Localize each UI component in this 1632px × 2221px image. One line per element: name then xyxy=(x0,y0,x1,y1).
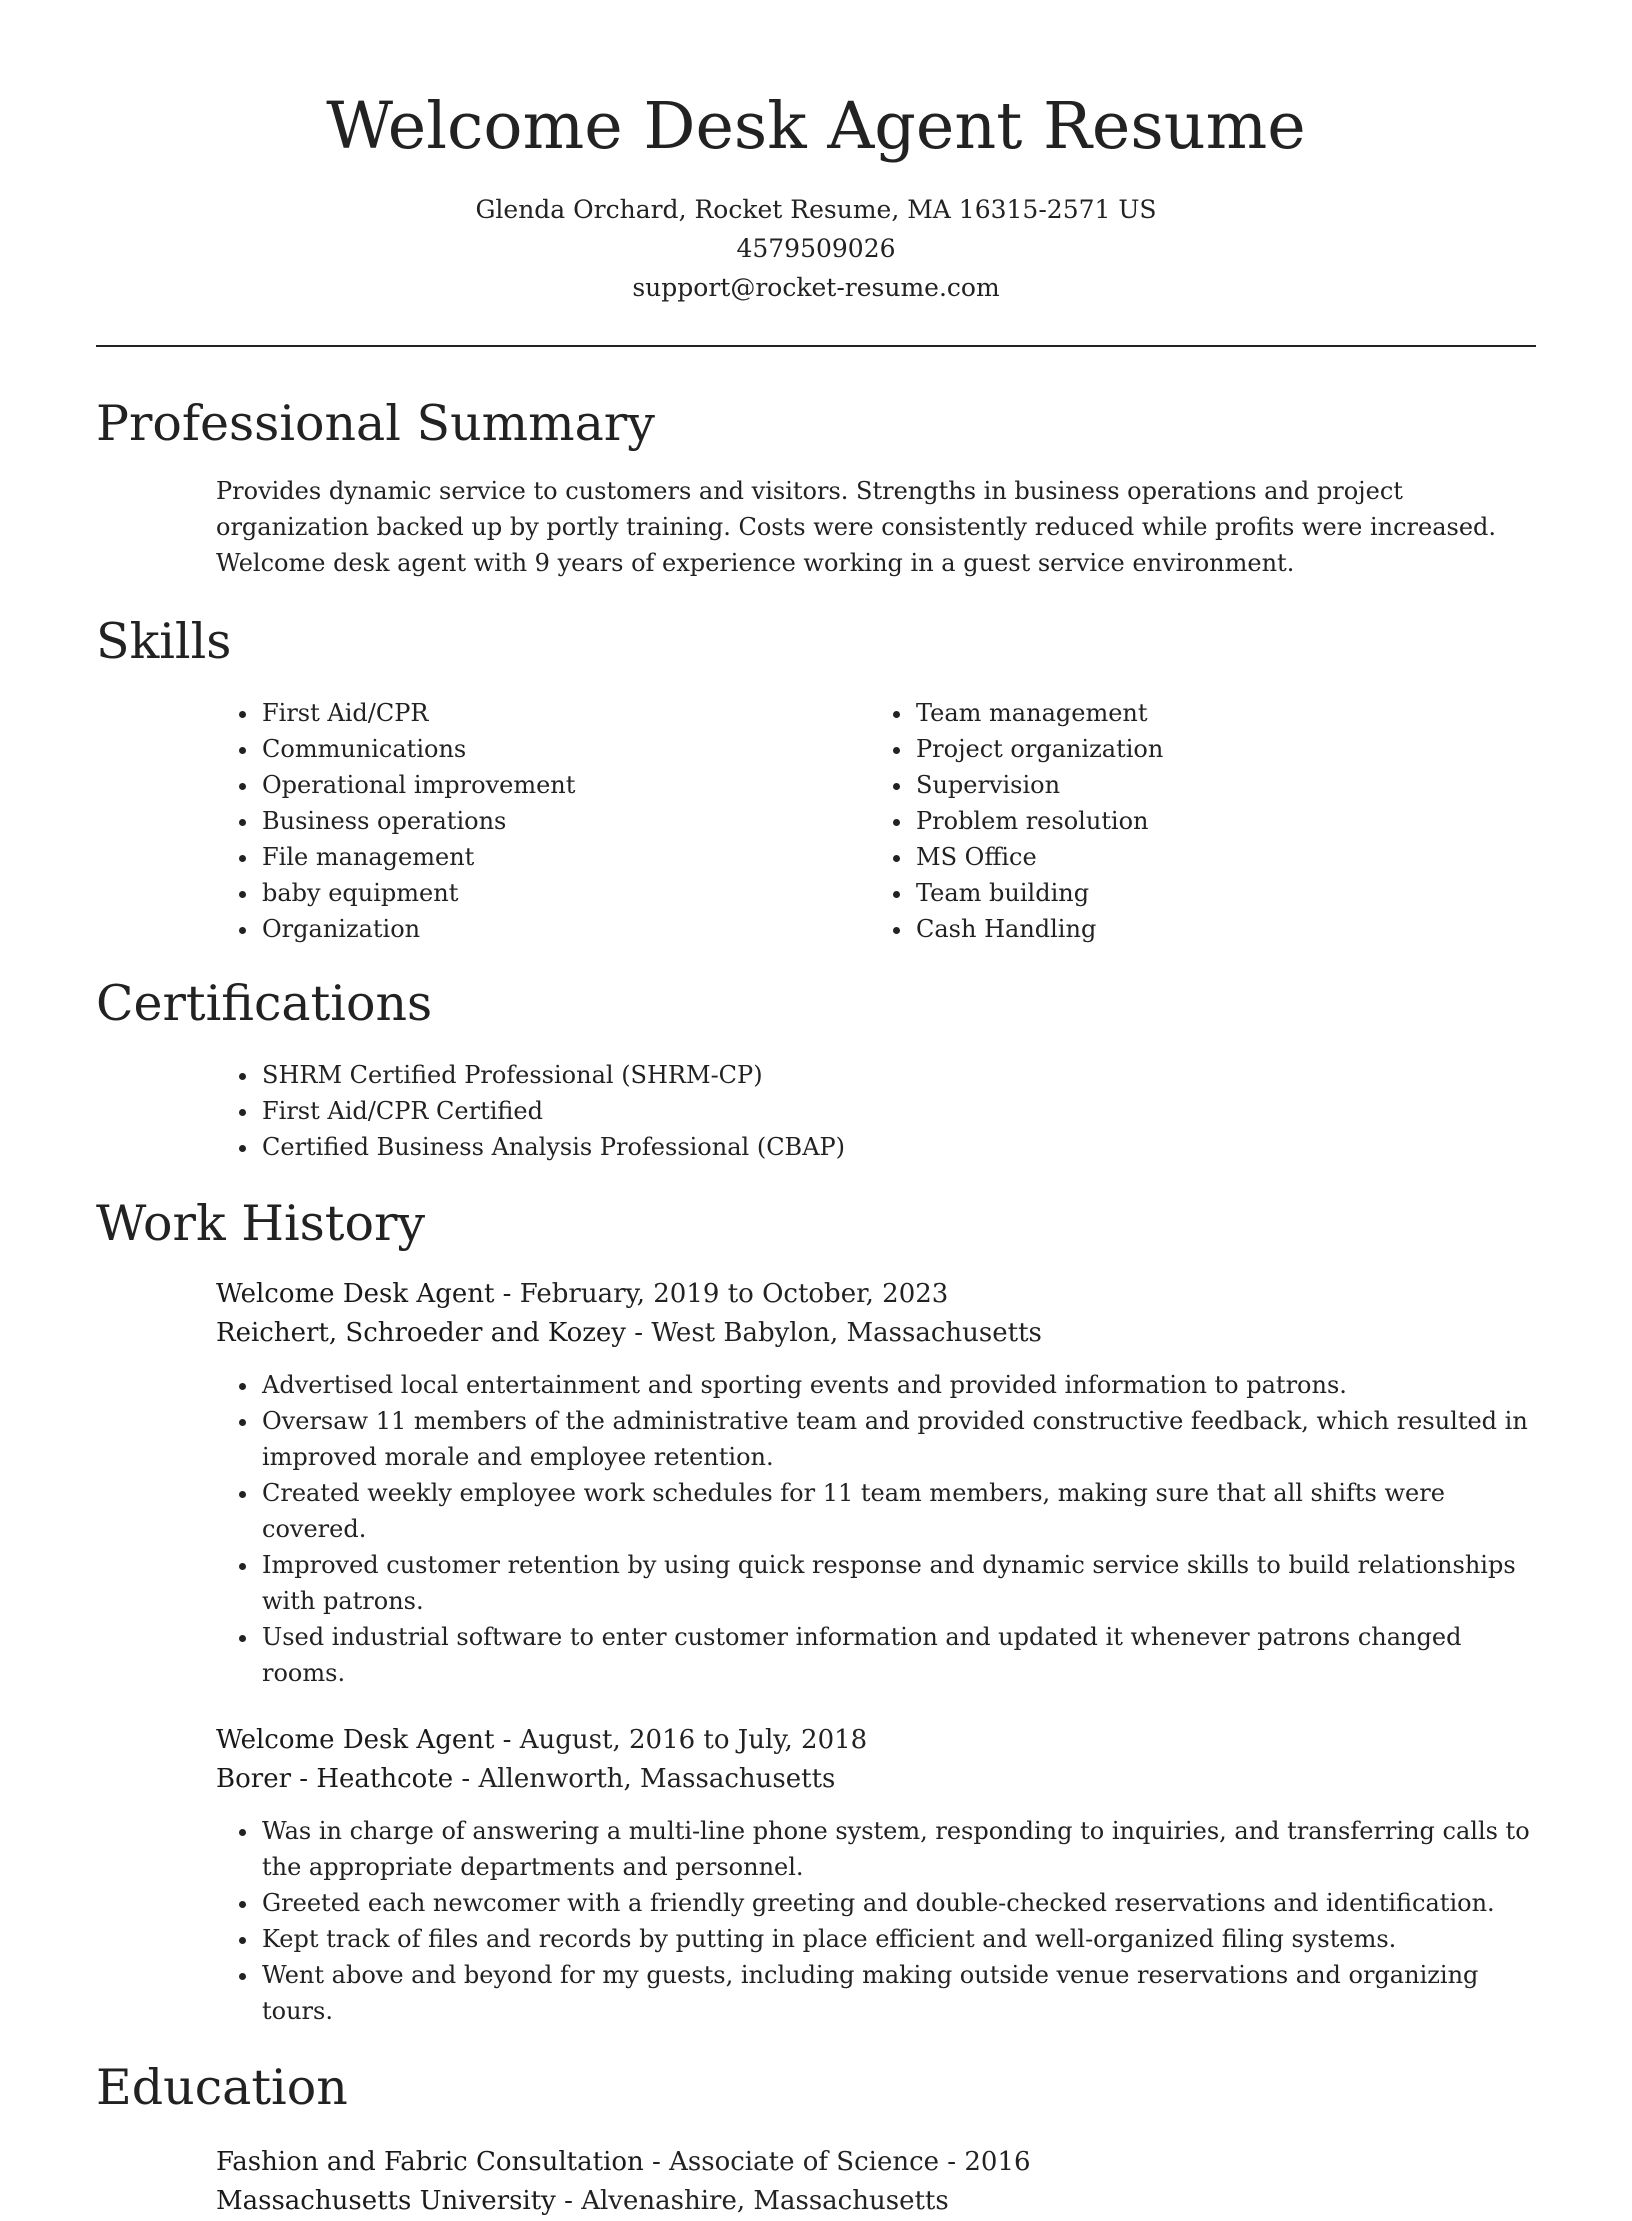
separator: - xyxy=(494,1279,520,1309)
education-entry xyxy=(216,2143,1536,2221)
job-location: West Babylon, Massachusetts xyxy=(651,1318,1042,1348)
job-title-line xyxy=(216,1275,1536,1314)
education-year: 2016 xyxy=(964,2147,1031,2177)
separator: - xyxy=(494,1725,520,1755)
education-degree: Associate of Science xyxy=(669,2147,940,2177)
skill-item: • Project organization xyxy=(914,731,1404,767)
skill-item: • Team building xyxy=(914,875,1404,911)
job-duty: • Went above and beyond for my guests, including making outside venue reservations and organizing tours. xyxy=(260,1957,1536,2029)
job-duties-list xyxy=(216,1367,1536,1691)
skill-item: • MS Office xyxy=(914,839,1404,875)
skill-item: • Team management xyxy=(914,695,1404,731)
job-duty: • Improved customer retention by using quick response and dynamic service skills to build relationships with patrons. xyxy=(260,1547,1536,1619)
work-history-heading: Work History xyxy=(96,1195,426,1252)
certification-item: • Certified Business Analysis Professional (CBAP) xyxy=(260,1129,1536,1165)
separator: - xyxy=(626,1318,652,1348)
skill-item: • baby equipment xyxy=(260,875,750,911)
separator: - xyxy=(939,2147,965,2177)
job-duty: • Advertised local entertainment and sporting events and provided information to patrons. xyxy=(260,1367,1536,1403)
separator: - xyxy=(453,1764,479,1794)
skill-item: • Problem resolution xyxy=(914,803,1404,839)
skill-item: • First Aid/CPR xyxy=(260,695,750,731)
education-location: Alvenashire, Massachusetts xyxy=(581,2186,949,2216)
job-duty: • Used industrial software to enter customer information and updated it whenever patrons changed rooms. xyxy=(260,1619,1536,1691)
job-duty: • Oversaw 11 members of the administrative team and provided constructive feedback, which resulted in improved morale and employee retention. xyxy=(260,1403,1536,1475)
contact-email: support@rocket-resume.com xyxy=(632,273,1000,302)
skill-item: • Organization xyxy=(260,911,750,947)
summary-heading: Professional Summary xyxy=(96,395,655,452)
summary-text: Provides dynamic service to customers and visitors. Strengths in business operations and project organization backed up by portly training. Costs were consistently reduced while profits were increased. Welcome desk agent with 9 years of experience working in a guest service environment. xyxy=(216,477,1497,577)
job-dates: August, 2016 to July, 2018 xyxy=(519,1725,868,1755)
contact-block xyxy=(96,190,1536,307)
skills-grid xyxy=(96,695,1536,947)
education-section xyxy=(96,2055,1536,2221)
job-entry xyxy=(216,1275,1536,1691)
job-company: Borer - Heathcote xyxy=(216,1764,454,1794)
separator: - xyxy=(555,2186,582,2216)
job-title-line xyxy=(216,1721,1536,1760)
job-title: Welcome Desk Agent xyxy=(216,1279,495,1309)
skill-item: • Supervision xyxy=(914,767,1404,803)
skill-item: • Operational improvement xyxy=(260,767,750,803)
page-title: Welcome Desk Agent Resume xyxy=(326,89,1306,164)
skills-heading: Skills xyxy=(96,613,232,670)
skills-section xyxy=(96,609,1536,947)
job-duty: • Kept track of files and records by putting in place efficient and well-organized filing systems. xyxy=(260,1921,1536,1957)
contact-address: Glenda Orchard, Rocket Resume, MA 16315-2571 US xyxy=(475,195,1157,224)
education-field: Fashion and Fabric Consultation xyxy=(216,2147,644,2177)
education-degree-line xyxy=(216,2143,1536,2182)
skills-list-right xyxy=(750,695,1404,947)
summary-section xyxy=(96,391,1536,581)
job-duty: • Created weekly employee work schedules for 11 team members, making sure that all shifts were covered. xyxy=(260,1475,1536,1547)
certifications-heading: Certifications xyxy=(96,975,433,1032)
skill-item: • File management xyxy=(260,839,750,875)
skill-item: • Communications xyxy=(260,731,750,767)
education-school: Massachusetts University xyxy=(216,2186,556,2216)
skill-item: • Cash Handling xyxy=(914,911,1404,947)
certification-item: • SHRM Certified Professional (SHRM-CP) xyxy=(260,1057,1536,1093)
skills-list-left xyxy=(96,695,750,947)
job-company-line xyxy=(216,1760,1536,1799)
certification-item: • First Aid/CPR Certified xyxy=(260,1093,1536,1129)
job-company: Reichert, Schroeder and Kozey xyxy=(216,1318,626,1348)
job-duty: • Was in charge of answering a multi-line phone system, responding to inquiries, and transferring calls to the appropriate departments and personnel. xyxy=(260,1813,1536,1885)
job-entry xyxy=(216,1721,1536,2029)
separator: - xyxy=(643,2147,670,2177)
skill-item: • Business operations xyxy=(260,803,750,839)
education-heading: Education xyxy=(96,2059,348,2116)
job-location: Allenworth, Massachusetts xyxy=(478,1764,836,1794)
job-title: Welcome Desk Agent xyxy=(216,1725,495,1755)
work-history-section xyxy=(96,1191,1536,2029)
job-duties-list xyxy=(216,1813,1536,2029)
job-dates: February, 2019 to October, 2023 xyxy=(519,1279,949,1309)
job-duty: • Greeted each newcomer with a friendly greeting and double-checked reservations and identification. xyxy=(260,1885,1536,1921)
certifications-section xyxy=(96,971,1536,1165)
contact-phone: 4579509026 xyxy=(736,234,896,263)
education-school-line xyxy=(216,2182,1536,2221)
job-company-line xyxy=(216,1314,1536,1353)
certifications-list xyxy=(96,1057,1536,1165)
header-divider xyxy=(96,345,1536,347)
